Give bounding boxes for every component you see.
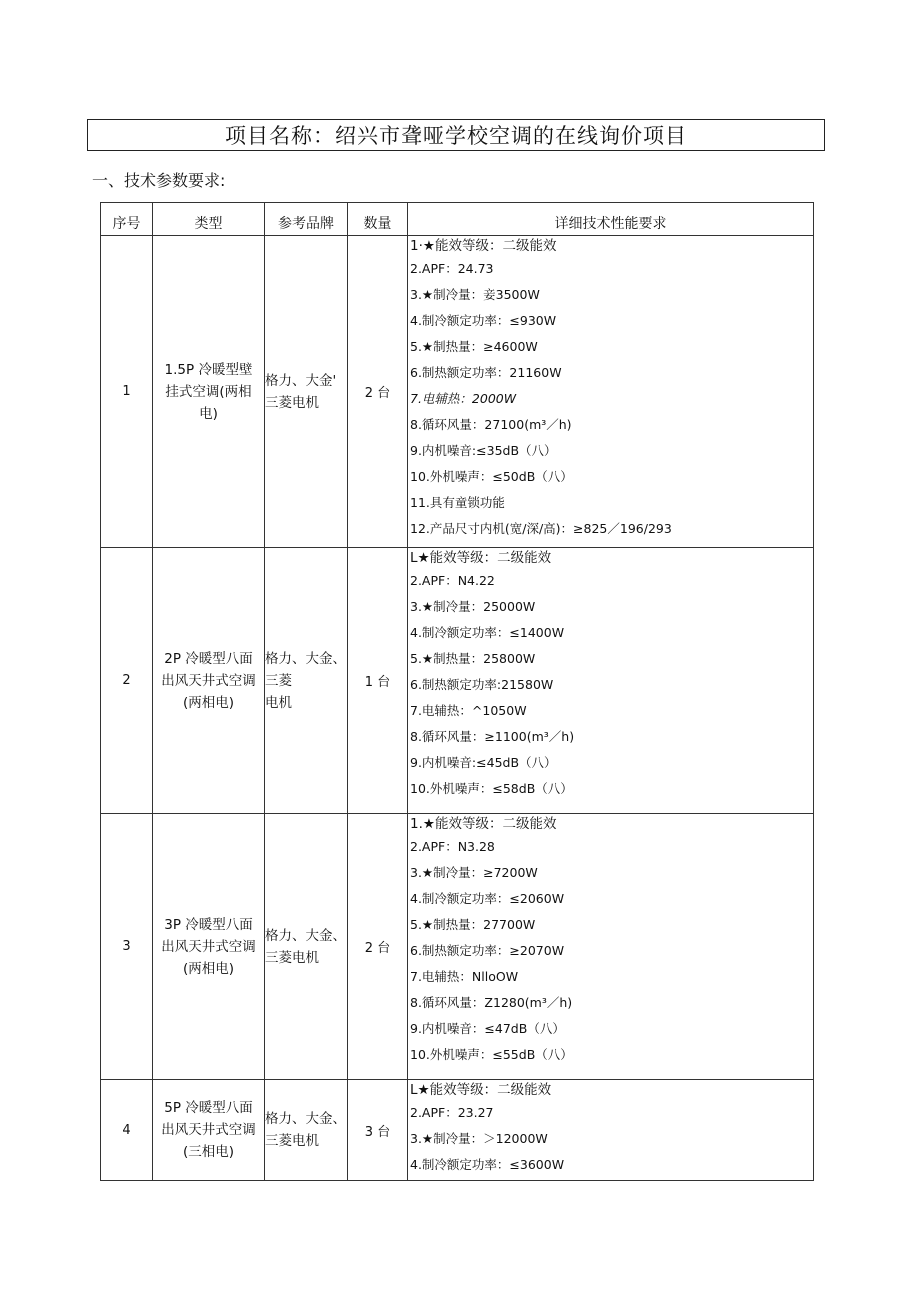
brand-line: 电机 [265,694,292,711]
spec-line: 4.制冷额定功率：≤2060W [410,891,565,906]
brand-line: 格力、大金、 [265,927,346,944]
brand-line: 三菱电机 [265,1133,319,1149]
spec-line: 8.循环风量：27100(m³／h) [410,417,572,432]
spec-line: 10.外机噪声：≤55dB（八） [410,1047,573,1062]
type-line: 2P 冷暖型八面 [164,650,253,667]
type-line: 电) [199,405,218,422]
spec-line: 2.APF：N4.22 [410,573,495,588]
type-line: 出风天井式空调 [161,1122,256,1138]
spec-line: L★能效等级：二级能效 [410,550,552,566]
type-line: (三相电) [182,1144,235,1160]
brand-line: 格力、大金' [265,372,337,389]
header-brand: 参考品牌 [265,203,348,236]
row-no: 3 [101,814,153,1080]
brand-line: 格力、大金、 [265,1111,346,1127]
spec-line: 7.电辅热：^1050W [410,703,527,718]
project-title: 项目名称：绍兴市聋哑学校空调的在线询价项目 [225,124,687,148]
spec-line: 6.制热额定功率:21580W [410,677,554,692]
row-brand [265,548,348,814]
spec-line: 8.循环风量：≥1100(m³／h) [410,729,575,744]
spec-line: 3.★制冷量：＞12000W [410,1131,548,1146]
header-type: 类型 [153,203,265,236]
row-specs [408,548,814,814]
row-specs [408,236,814,548]
spec-line: 9.内机噪音:≤35dB（八） [410,443,557,458]
row-specs [408,1080,814,1181]
spec-line: 10.外机噪声：≤58dB（八） [410,781,573,796]
table-row [101,548,814,814]
brand-line: 三菱电机 [265,949,319,966]
type-line: (两相电) [182,694,235,711]
row-qty: 2 台 [348,236,408,548]
spec-line: 5.★制热量：27700W [410,917,536,932]
table-row [101,236,814,548]
row-brand [265,814,348,1080]
brand-line: 三菱 [265,672,292,689]
spec-line: 10.外机噪声：≤50dB（八） [410,469,573,484]
type-line: 出风天井式空调 [161,938,256,955]
spec-line: 5.★制热量：≥4600W [410,339,538,354]
brand-line: 三菱电机 [265,394,319,411]
row-brand [265,236,348,548]
type-line: 出风天井式空调 [161,672,256,689]
project-title-box [87,119,825,151]
spec-line: 2.APF：N3.28 [410,839,495,854]
spec-line: 4.制冷额定功率：≤1400W [410,625,565,640]
brand-line: 格力、大金、 [265,650,346,667]
spec-line: 5.★制热量：25800W [410,651,536,666]
spec-line: 3.★制冷量：25000W [410,599,536,614]
spec-line: 12.产品尺寸内机(宽/深/高)：≥825／196/293 [410,521,672,536]
spec-line: 2.APF：24.73 [410,261,494,276]
spec-line: 11.具有童锁功能 [410,495,505,510]
spec-line: 4.制冷额定功率：≤930W [410,313,557,328]
spec-line: 7.电辅热：NlloOW [410,969,519,984]
header-qty: 数量 [348,203,408,236]
spec-table [100,202,814,1181]
header-no: 序号 [101,203,153,236]
row-qty: 1 台 [348,548,408,814]
row-no: 4 [101,1080,153,1181]
row-type [153,236,265,548]
row-type [153,548,265,814]
row-qty: 2 台 [348,814,408,1080]
type-line: 3P 冷暖型八面 [164,916,253,933]
row-brand [265,1080,348,1181]
section-heading: 一、技术参数要求: [92,171,226,190]
spec-line: 9.内机噪音：≤47dB（八） [410,1021,565,1036]
table-row [101,814,814,1080]
type-line: 1.5P 冷暖型壁 [164,361,253,378]
row-no: 1 [101,236,153,548]
type-line: 挂式空调(两相 [165,383,252,400]
spec-line: 7.电辅热：2000W [410,391,517,406]
spec-line: 2.APF：23.27 [410,1105,494,1120]
row-specs [408,814,814,1080]
spec-line: 3.★制冷量：妾3500W [410,287,540,302]
spec-line: 1·★能效等级：二级能效 [410,238,557,254]
type-line: (两相电) [182,960,235,977]
spec-line: 6.制热额定功率：≥2070W [410,943,565,958]
spec-line: 1.★能效等级：二级能效 [410,816,557,832]
row-no: 2 [101,548,153,814]
spec-line: 6.制热额定功率：21160W [410,365,562,380]
table-row [101,1080,814,1181]
table-header-row [101,203,814,236]
spec-line: 8.循环风量：Z1280(m³／h) [410,995,573,1010]
spec-line: 4.制冷额定功率：≤3600W [410,1157,565,1172]
header-specs: 详细技术性能要求 [408,203,814,236]
type-line: 5P 冷暖型八面 [164,1100,253,1116]
row-qty: 3 台 [348,1080,408,1181]
spec-line: 3.★制冷量：≥7200W [410,865,538,880]
spec-line: L★能效等级：二级能效 [410,1082,552,1098]
row-type [153,1080,265,1181]
spec-line: 9.内机噪音:≤45dB（八） [410,755,557,770]
row-type [153,814,265,1080]
